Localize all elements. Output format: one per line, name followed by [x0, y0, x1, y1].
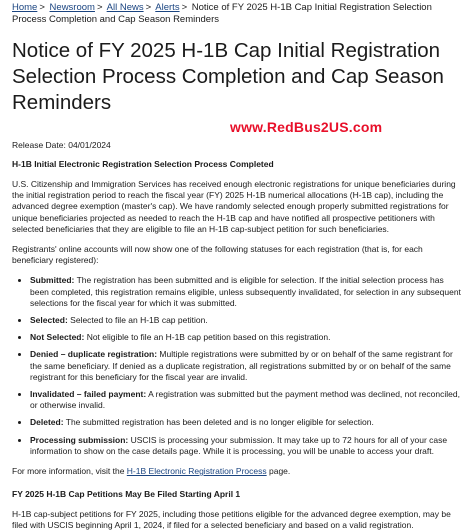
- more-info-paragraph: [12, 466, 462, 477]
- status-term: Not Selected:: [30, 332, 85, 343]
- status-term: Selected:: [30, 315, 68, 326]
- page-title: Notice of FY 2025 H-1B Cap Initial Registration Selection Process Completion and Cap Season Reminders: [12, 39, 444, 114]
- breadcrumb-separator: >: [96, 2, 103, 13]
- intro-paragraph: U.S. Citizenship and Immigration Services has received enough electronic registrations for unique beneficiaries during the initial registration period to reach the fiscal year (FY) 2025 H-1B numerical allocations (H-1B cap), including the advanced degree exemption (master's cap). We have randomly selected enough properly submitted registrations for unique beneficiaries projected as needed to reach the H-1B cap and have notified all prospective petitioners with selected beneficiaries that they are eligible to file an H-1B cap-subject petition for such beneficiaries.: [12, 179, 456, 234]
- more-info-suffix: page.: [266, 466, 291, 477]
- section-heading-petitions-filing: FY 2025 H-1B Cap Petitions May Be Filed Starting April 1: [12, 489, 241, 500]
- list-item: [30, 435, 462, 457]
- status-description: Multiple registrations were submitted by or on behalf of the same registrant for the same beneficiary. If denied as a duplicate registration, all registrations submitted by or on behalf of the same registrant for this beneficiary for the fiscal year are invalid.: [30, 349, 453, 382]
- statuses-intro-paragraph: Registrants' online accounts will now show one of the following statuses for each registration (that is, for each beneficiary registered):: [12, 244, 423, 266]
- h1b-registration-process-link[interactable]: H-1B Electronic Registration Process: [126, 466, 267, 477]
- breadcrumb: [12, 2, 462, 26]
- breadcrumb-all-news-link[interactable]: All News: [106, 2, 144, 13]
- breadcrumb-separator: >: [145, 2, 152, 13]
- status-term: Invalidated – failed payment:: [30, 389, 147, 400]
- list-item: [30, 332, 462, 343]
- list-item: [30, 315, 462, 326]
- list-item: [30, 389, 462, 411]
- status-term: Submitted:: [30, 275, 75, 286]
- breadcrumb-newsroom-link[interactable]: Newsroom: [49, 2, 95, 13]
- status-description: Selected to file an H-1B cap petition.: [67, 315, 208, 326]
- list-item: [30, 417, 462, 428]
- petitions-paragraph: H-1B cap-subject petitions for FY 2025, including those petitions eligible for the advanced degree exemption, may be filed with USCIS beginning April 1, 2024, if filed for a selected beneficiary and based on a valid registration.: [12, 509, 451, 531]
- status-term: Denied – duplicate registration:: [30, 349, 158, 360]
- status-description: USCIS is processing your submission. It may take up to 72 hours for all of your case information to show on the case details page. While it is processing, you will be unable to access your draft.: [30, 434, 448, 456]
- section-heading-selection-completed: H-1B Initial Electronic Registration Selection Process Completed: [12, 159, 274, 169]
- more-info-prefix: For more information, visit the: [12, 466, 127, 477]
- breadcrumb-separator: >: [39, 2, 45, 13]
- breadcrumb-current: Notice of FY 2025 H-1B Cap Initial Registration Selection Process Completion and Cap Season Reminders: [12, 2, 432, 25]
- site-watermark: www.RedBus2US.com: [230, 119, 383, 135]
- breadcrumb-home-link[interactable]: Home: [12, 2, 38, 13]
- status-term: Processing submission:: [30, 434, 129, 445]
- status-description: Not eligible to file an H-1B cap petition based on this registration.: [84, 332, 331, 343]
- status-list: [12, 275, 462, 457]
- status-description: The submitted registration has been deleted and is no longer eligible for selection.: [63, 417, 374, 428]
- status-description: A registration was submitted but the payment method was declined, not reconciled, or otherwise invalid.: [30, 389, 460, 411]
- status-term: Deleted:: [30, 417, 64, 428]
- list-item: [30, 275, 462, 309]
- breadcrumb-separator: >: [181, 2, 188, 13]
- status-description: The registration has been submitted and is eligible for selection. If the initial selection process has been completed, this registration remains eligible, unless subsequently invalidated, for selection in any subsequent selections for the fiscal year for which it was submitted.: [30, 275, 461, 308]
- release-date: Release Date: 04/01/2024: [12, 140, 111, 150]
- list-item: [30, 349, 462, 383]
- breadcrumb-alerts-link[interactable]: Alerts: [155, 2, 180, 13]
